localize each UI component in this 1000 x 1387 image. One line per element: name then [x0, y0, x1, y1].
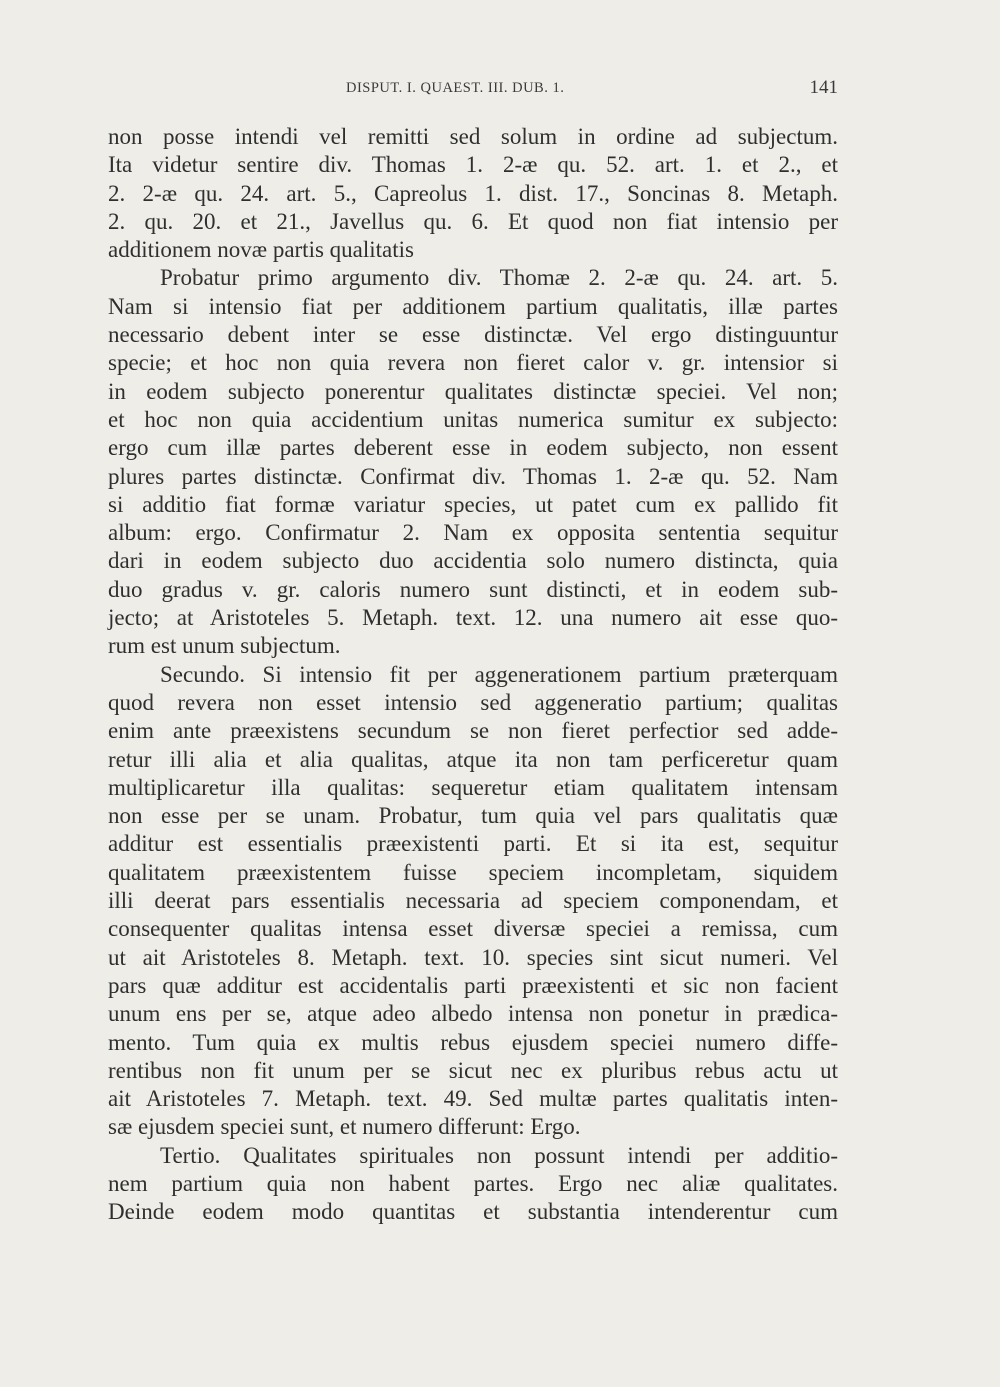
text-line: qualitatem præexistentem fuisse speciem incompletam, siquidem: [108, 859, 838, 885]
text-line: non posse intendi vel remitti sed solum in ordine ad subjectum.: [108, 124, 838, 149]
text-line: multiplicaretur illa qualitas: sequeretur etiam qualitatem intensam: [108, 774, 838, 800]
text-line: Nam si intensio fiat per additionem partium qualitatis, illæ partes: [108, 293, 838, 319]
text-line: dari in eodem subjecto duo accidentia solo numero distincta, quia: [108, 548, 838, 574]
text-line: si additio fiat formæ variatur species, ut patet cum ex pallido fit: [108, 491, 838, 517]
text-line: ut ait Aristoteles 8. Metaph. text. 10. species sint sicut numeri. Vel: [108, 944, 838, 970]
text-line: unum ens per se, atque adeo albedo intensa non ponetur in prædica-: [108, 1001, 838, 1027]
text-line: rentibus non fit unum per se sicut nec ex pluribus rebus actu ut: [108, 1057, 838, 1083]
running-title: DISPUT. I. QUAEST. III. DUB. 1.: [346, 80, 565, 96]
text-line: nem partium quia non habent partes. Ergo nec aliæ qualitates.: [108, 1170, 838, 1196]
text-line: specie; et hoc non quia revera non fieret calor v. gr. intensior si: [108, 350, 838, 376]
text-line: Ita videtur sentire div. Thomas 1. 2-æ qu. 52. art. 1. et 2., et: [108, 152, 838, 178]
text-line: plures partes distinctæ. Confirmat div. Thomas 1. 2-æ qu. 52. Nam: [108, 463, 838, 489]
paragraph-first-line: Secundo. Si intensio fit per aggenerationem partium præterquam: [160, 661, 838, 687]
text-line: 2. 2-æ qu. 24. art. 5., Capreolus 1. dist. 17., Soncinas 8. Metaph.: [108, 180, 838, 206]
text-line: illi deerat pars essentialis necessaria ad speciem componendam, et: [108, 888, 838, 914]
text-line: necessario debent inter se esse distinctæ. Vel ergo distinguuntur: [108, 322, 838, 348]
text-line: enim ante præexistens secundum se non fieret perfectior sed adde-: [108, 718, 838, 744]
text-line: retur illi alia et alia qualitas, atque ita non tam perficeretur quam: [108, 746, 838, 772]
text-line: additur est essentialis præexistenti parti. Et si ita est, sequitur: [108, 831, 838, 857]
paragraph-first-line: Probatur primo argumento div. Thomæ 2. 2-æ qu. 24. art. 5.: [160, 265, 838, 291]
text-line: Deinde eodem modo quantitas et substantia intenderentur cum: [108, 1199, 838, 1225]
text-line: consequenter qualitas intensa esset diversæ speciei a remissa, cum: [108, 916, 838, 942]
text-line: quod revera non esset intensio sed aggeneratio partium; qualitas: [108, 689, 838, 715]
text-line: ait Aristoteles 7. Metaph. text. 49. Sed multæ partes qualitatis inten-: [108, 1086, 838, 1112]
text-line: ergo cum illæ partes deberent esse in eodem subjecto, non essent: [108, 435, 838, 461]
text-line: rum est unum subjectum.: [108, 633, 341, 659]
text-line: album: ergo. Confirmatur 2. Nam ex opposita sententia sequitur: [108, 520, 838, 546]
text-line: additionem novæ partis qualitatis: [108, 237, 414, 263]
text-line: pars quæ additur est accidentalis parti præexistenti et sic non facient: [108, 972, 838, 998]
text-line: 2. qu. 20. et 21., Javellus qu. 6. Et quod non fiat intensio per: [108, 208, 838, 234]
text-line: jecto; at Aristoteles 5. Metaph. text. 12. una numero ait esse quo-: [108, 605, 838, 631]
text-line: et hoc non quia accidentium unitas numerica sumitur ex subjecto:: [108, 406, 838, 432]
text-line: duo gradus v. gr. caloris numero sunt distincti, et in eodem sub-: [108, 576, 838, 602]
running-head: [108, 77, 838, 100]
page-number: 141: [809, 77, 838, 98]
body-text: [108, 123, 838, 1227]
text-line: sæ ejusdem speciei sunt, et numero differunt: Ergo.: [108, 1114, 581, 1140]
text-line: in eodem subjecto ponerentur qualitates distinctæ speciei. Vel non;: [108, 378, 838, 404]
text-line: non esse per se unam. Probatur, tum quia vel pars qualitatis quæ: [108, 803, 838, 829]
text-line: mento. Tum quia ex multis rebus ejusdem speciei numero diffe-: [108, 1029, 838, 1055]
paragraph-first-line: Tertio. Qualitates spirituales non possunt intendi per additio-: [160, 1142, 838, 1168]
